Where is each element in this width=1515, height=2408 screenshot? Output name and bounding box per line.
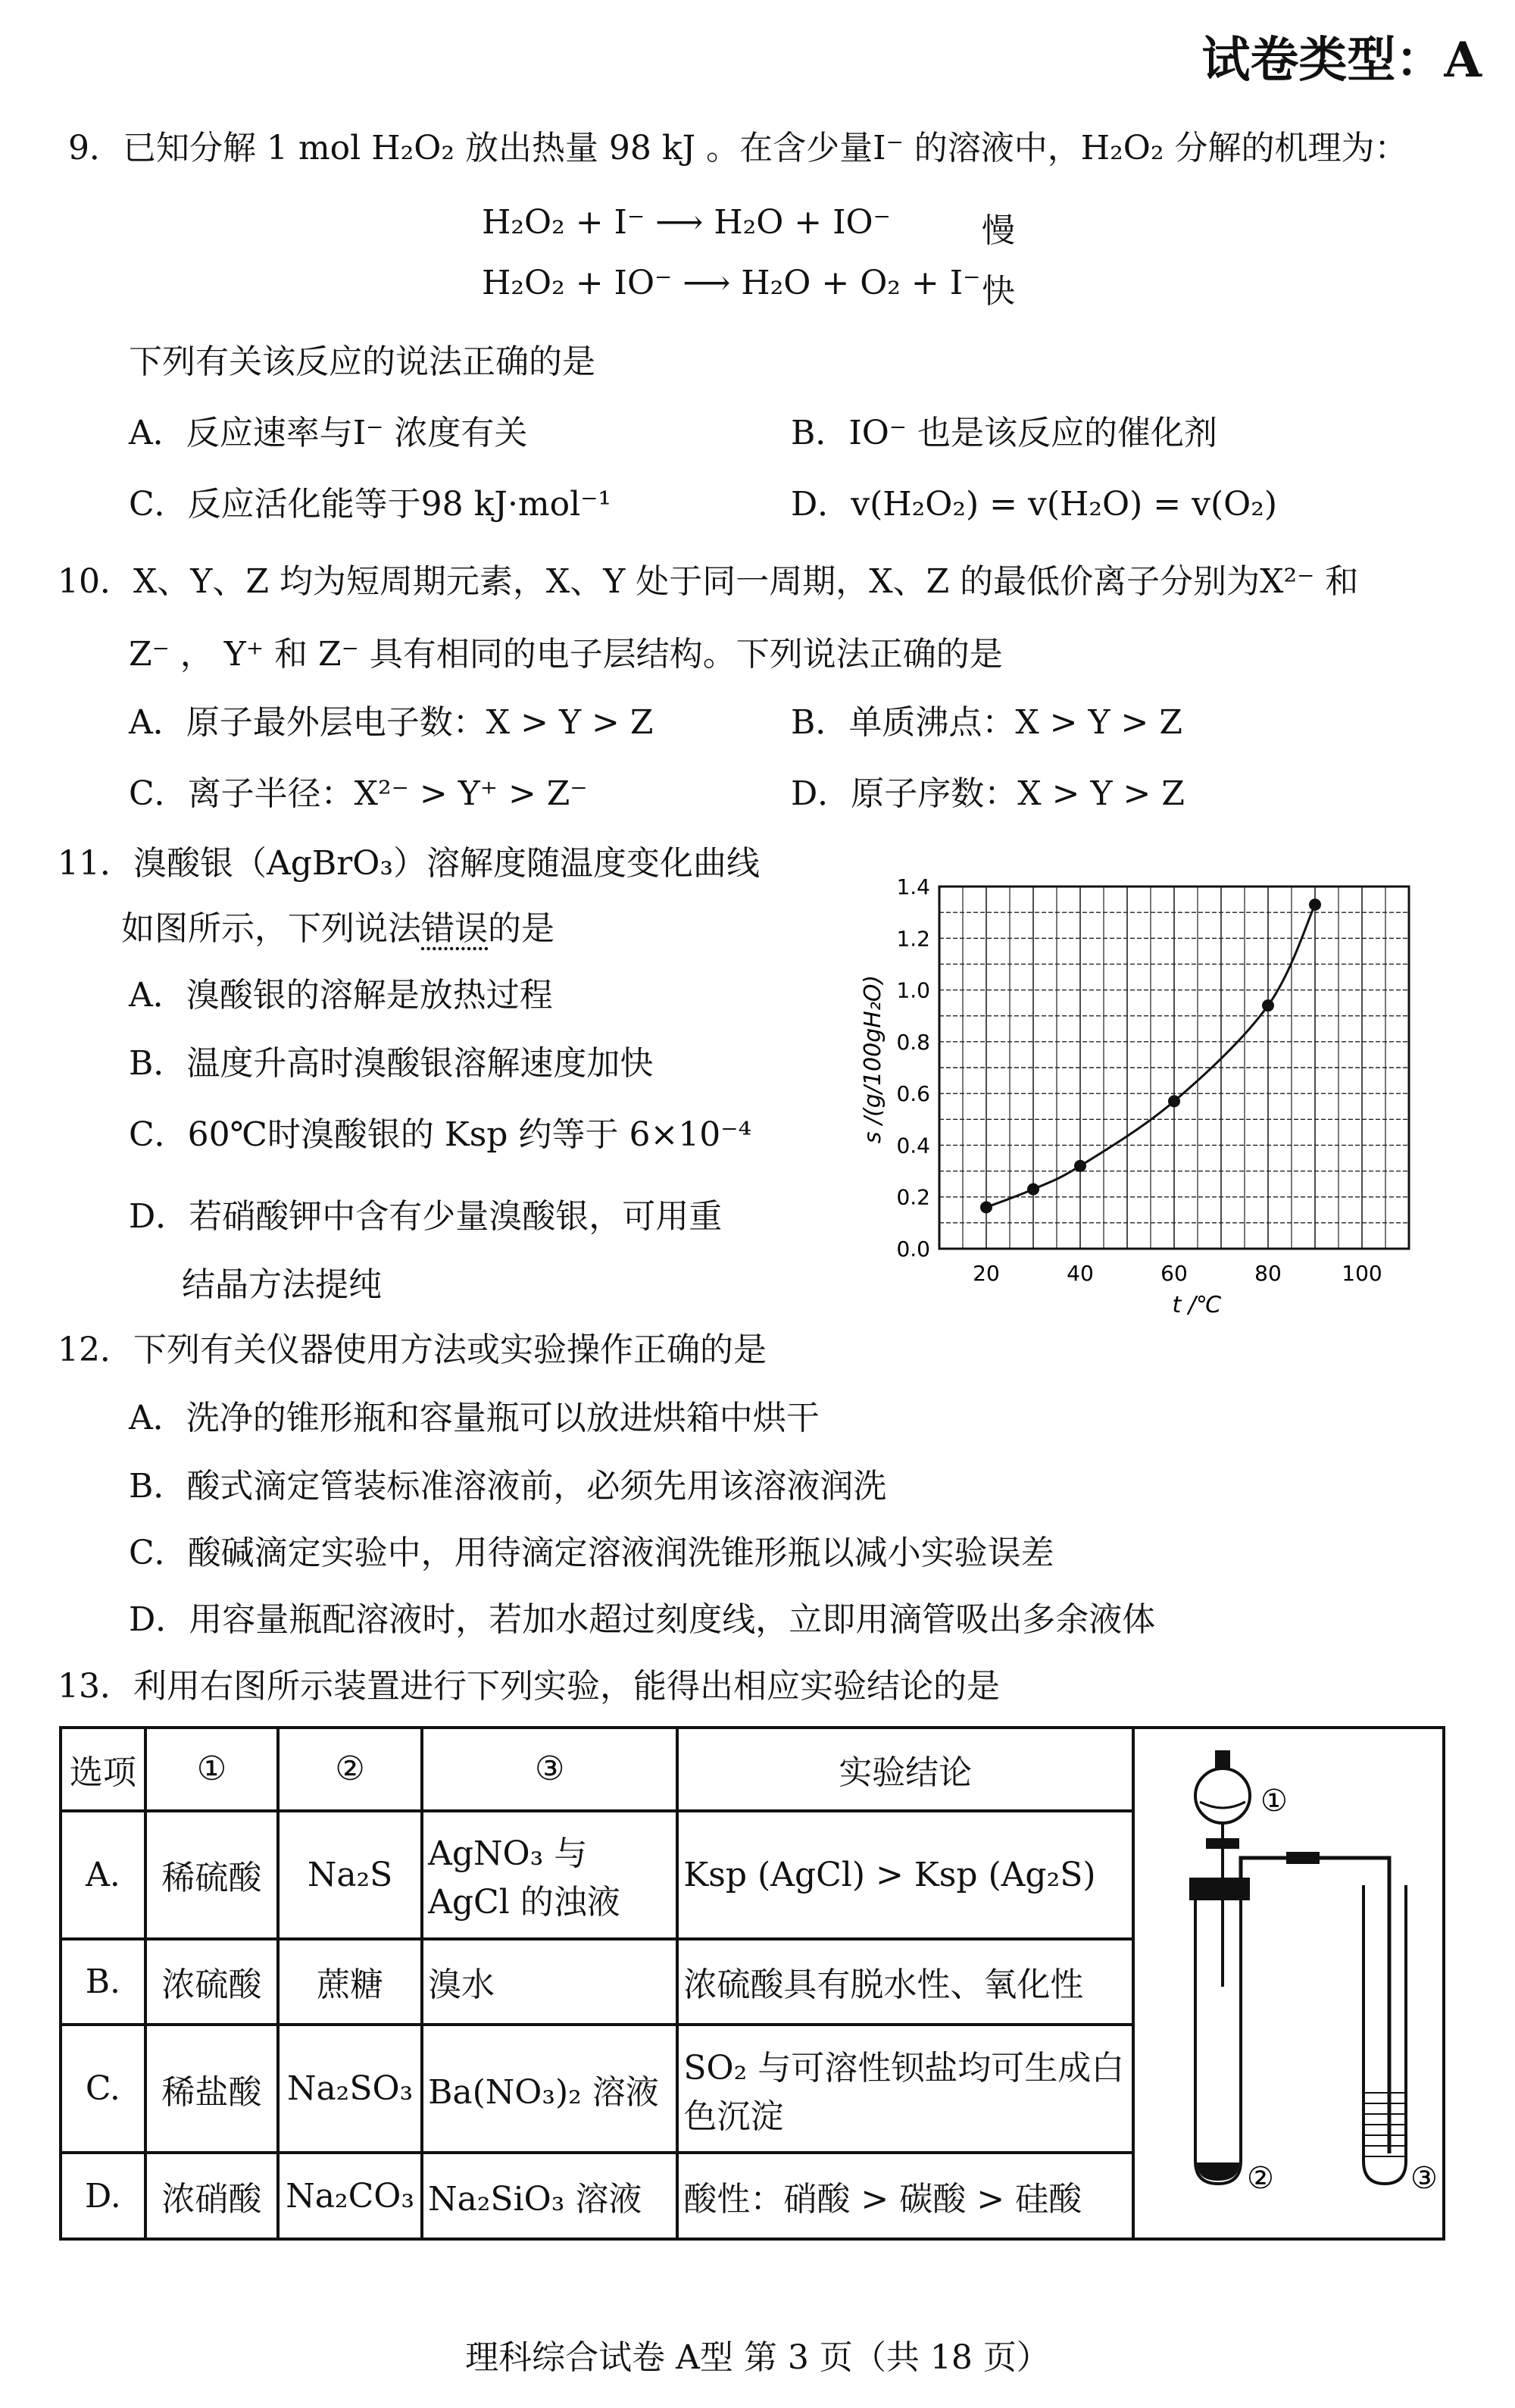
chart-ticks — [896, 874, 1382, 1286]
q9-option-b: B．IO⁻ 也是该反应的催化剂 — [791, 414, 1217, 452]
q9-prompt: 下列有关该反应的说法正确的是 — [129, 342, 595, 381]
table-cell: Ksp (AgCl) > Ksp (Ag₂S) — [677, 1811, 1133, 1939]
q11-stem-1: 11．溴酸银（AgBrO₃）溶解度随温度变化曲线 — [58, 844, 761, 883]
x-tick-label: 80 — [1254, 1261, 1282, 1286]
q11-option-c: C．60℃时溴酸银的 Ksp 约等于 6×10⁻⁴ — [129, 1115, 752, 1154]
test-tube-2 — [1195, 1900, 1241, 2184]
page-footer: 理科综合试卷 A型 第 3 页（共 18 页） — [465, 2338, 1050, 2377]
solubility-chart — [848, 864, 1454, 1334]
table-cell: Na₂SiO₃ 溶液 — [422, 2153, 677, 2239]
data-point — [1168, 1095, 1180, 1107]
table-cell: Ba(NO₃)₂ 溶液 — [422, 2025, 677, 2153]
th-2: ② — [278, 1728, 422, 1811]
q9-stem: 9．已知分解 1 mol H₂O₂ 放出热量 98 kJ 。在含少量I⁻ 的溶液中，H₂O₂ 分解的机理为： — [68, 129, 1408, 167]
table-cell: SO₂ 与可溶性钡盐均可生成白色沉淀 — [677, 2025, 1133, 2153]
data-point — [1309, 899, 1321, 911]
q10-option-b: B．单质沸点：X > Y > Z — [791, 703, 1182, 742]
q13-stem: 13．利用右图所示装置进行下列实验，能得出相应实验结论的是 — [58, 1667, 1000, 1706]
y-tick-label: 1.2 — [896, 926, 930, 952]
table-cell: 浓硝酸 — [145, 2153, 278, 2239]
table-row-c-option: C. — [61, 2025, 145, 2153]
table-cell: 蔗糖 — [278, 1939, 422, 2025]
x-tick-label: 60 — [1160, 1261, 1188, 1286]
q9-option-c: C．反应活化能等于98 kJ·mol⁻¹ — [129, 485, 612, 524]
q9-eq2: H₂O₂ + IO⁻ ⟶ H₂O + O₂ + I⁻ — [482, 264, 981, 302]
q9-option-d: D．v(H₂O₂) = v(H₂O) = v(O₂) — [791, 485, 1278, 524]
apparatus-label-3: ③ — [1410, 2161, 1438, 2196]
th-conclusion: 实验结论 — [677, 1728, 1133, 1811]
table-row-d-option: D. — [61, 2153, 145, 2239]
table-cell: Na₂S — [278, 1811, 422, 1939]
data-point — [1027, 1183, 1039, 1195]
test-tube-3 — [1364, 1885, 1406, 2184]
q12-stem: 12．下列有关仪器使用方法或实验操作正确的是 — [58, 1331, 767, 1369]
q11-emphasis: 错误 — [421, 909, 488, 948]
table-cell: 稀硫酸 — [145, 1811, 278, 1939]
apparatus-label-1: ① — [1260, 1784, 1288, 1819]
apparatus-diagram — [1135, 1729, 1441, 2229]
table-cell: Na₂SO₃ — [278, 2025, 422, 2153]
q10-option-a: A．原子最外层电子数：X > Y > Z — [129, 703, 654, 742]
paper-type: 试卷类型：A — [1201, 32, 1482, 89]
q11-option-d-1: D．若硝酸钾中含有少量溴酸银，可用重 — [129, 1197, 723, 1236]
y-tick-label: 0.4 — [896, 1133, 930, 1159]
q10-option-c: C．离子半径：X²⁻ > Y⁺ > Z⁻ — [129, 774, 588, 813]
data-point — [1262, 999, 1274, 1012]
data-point — [1074, 1160, 1086, 1172]
q9-option-a: A．反应速率与I⁻ 浓度有关 — [129, 414, 528, 452]
q11-stem-2: 如图所示，下列说法错误的是 — [121, 909, 554, 948]
table-row-a-option: A. — [61, 1811, 145, 1939]
q12-option-d: D．用容量瓶配溶液时，若加水超过刻度线，立即用滴管吸出多余液体 — [129, 1600, 1156, 1639]
q12-option-c: C．酸碱滴定实验中，用待滴定溶液润洗锥形瓶以减小实验误差 — [129, 1534, 1054, 1572]
q12-option-a: A．洗净的锥形瓶和容量瓶可以放进烘箱中烘干 — [129, 1399, 820, 1437]
rubber-stopper — [1189, 1878, 1250, 1900]
q9-eq2-rate: 快 — [982, 272, 1015, 311]
table-row-b-option: B. — [61, 1939, 145, 2025]
q9-eq1-rate: 慢 — [982, 211, 1015, 250]
table-cell: 稀盐酸 — [145, 2025, 278, 2153]
x-tick-label: 100 — [1342, 1261, 1382, 1286]
q9-eq1: H₂O₂ + I⁻ ⟶ H₂O + IO⁻ — [482, 203, 891, 242]
table-cell: 溴水 — [422, 1939, 677, 2025]
data-point — [980, 1201, 992, 1213]
x-tick-label: 40 — [1067, 1261, 1094, 1286]
q12-option-b: B．酸式滴定管装标准溶液前，必须先用该溶液润洗 — [129, 1467, 887, 1506]
table-cell: 浓硫酸 — [145, 1939, 278, 2025]
y-tick-label: 0.6 — [896, 1081, 930, 1107]
x-tick-label: 20 — [973, 1261, 1000, 1286]
q11-option-d-2: 结晶方法提纯 — [182, 1265, 382, 1304]
y-tick-label: 0.8 — [896, 1029, 930, 1055]
table-cell: 酸性：硝酸 > 碳酸 > 硅酸 — [677, 2153, 1133, 2239]
q11-option-b: B．温度升高时溴酸银溶解速度加快 — [129, 1044, 654, 1083]
y-axis-label: s /(g/100gH₂O) — [860, 974, 886, 1144]
q10-stem-2: Z⁻ ， Y⁺ 和 Z⁻ 具有相同的电子层结构。下列说法正确的是 — [129, 635, 1003, 674]
table-cell: 浓硫酸具有脱水性、氧化性 — [677, 1939, 1133, 2025]
table-cell: Na₂CO₃ — [278, 2153, 422, 2239]
y-tick-label: 0.2 — [896, 1184, 930, 1210]
th-3: ③ — [422, 1728, 677, 1811]
table-cell: AgNO₃ 与 AgCl 的浊液 — [422, 1811, 677, 1939]
th-1: ① — [145, 1728, 278, 1811]
chart-grid — [939, 887, 1409, 1249]
q11-option-a: A．溴酸银的溶解是放热过程 — [129, 976, 553, 1015]
y-tick-label: 1.0 — [896, 977, 930, 1003]
apparatus-cell — [1133, 1728, 1444, 2239]
q13-table — [59, 1726, 1445, 2241]
y-tick-label: 0.0 — [896, 1237, 930, 1262]
y-tick-label: 1.4 — [896, 874, 930, 899]
x-axis-label: t /℃ — [1172, 1292, 1222, 1318]
th-option: 选项 — [61, 1728, 145, 1811]
q10-option-d: D．原子序数：X > Y > Z — [791, 774, 1185, 813]
q10-stem-1: 10．X、Y、Z 均为短周期元素，X、Y 处于同一周期，X、Z 的最低价离子分别为X²⁻ 和 — [58, 562, 1359, 601]
apparatus-label-2: ② — [1246, 2161, 1274, 2196]
